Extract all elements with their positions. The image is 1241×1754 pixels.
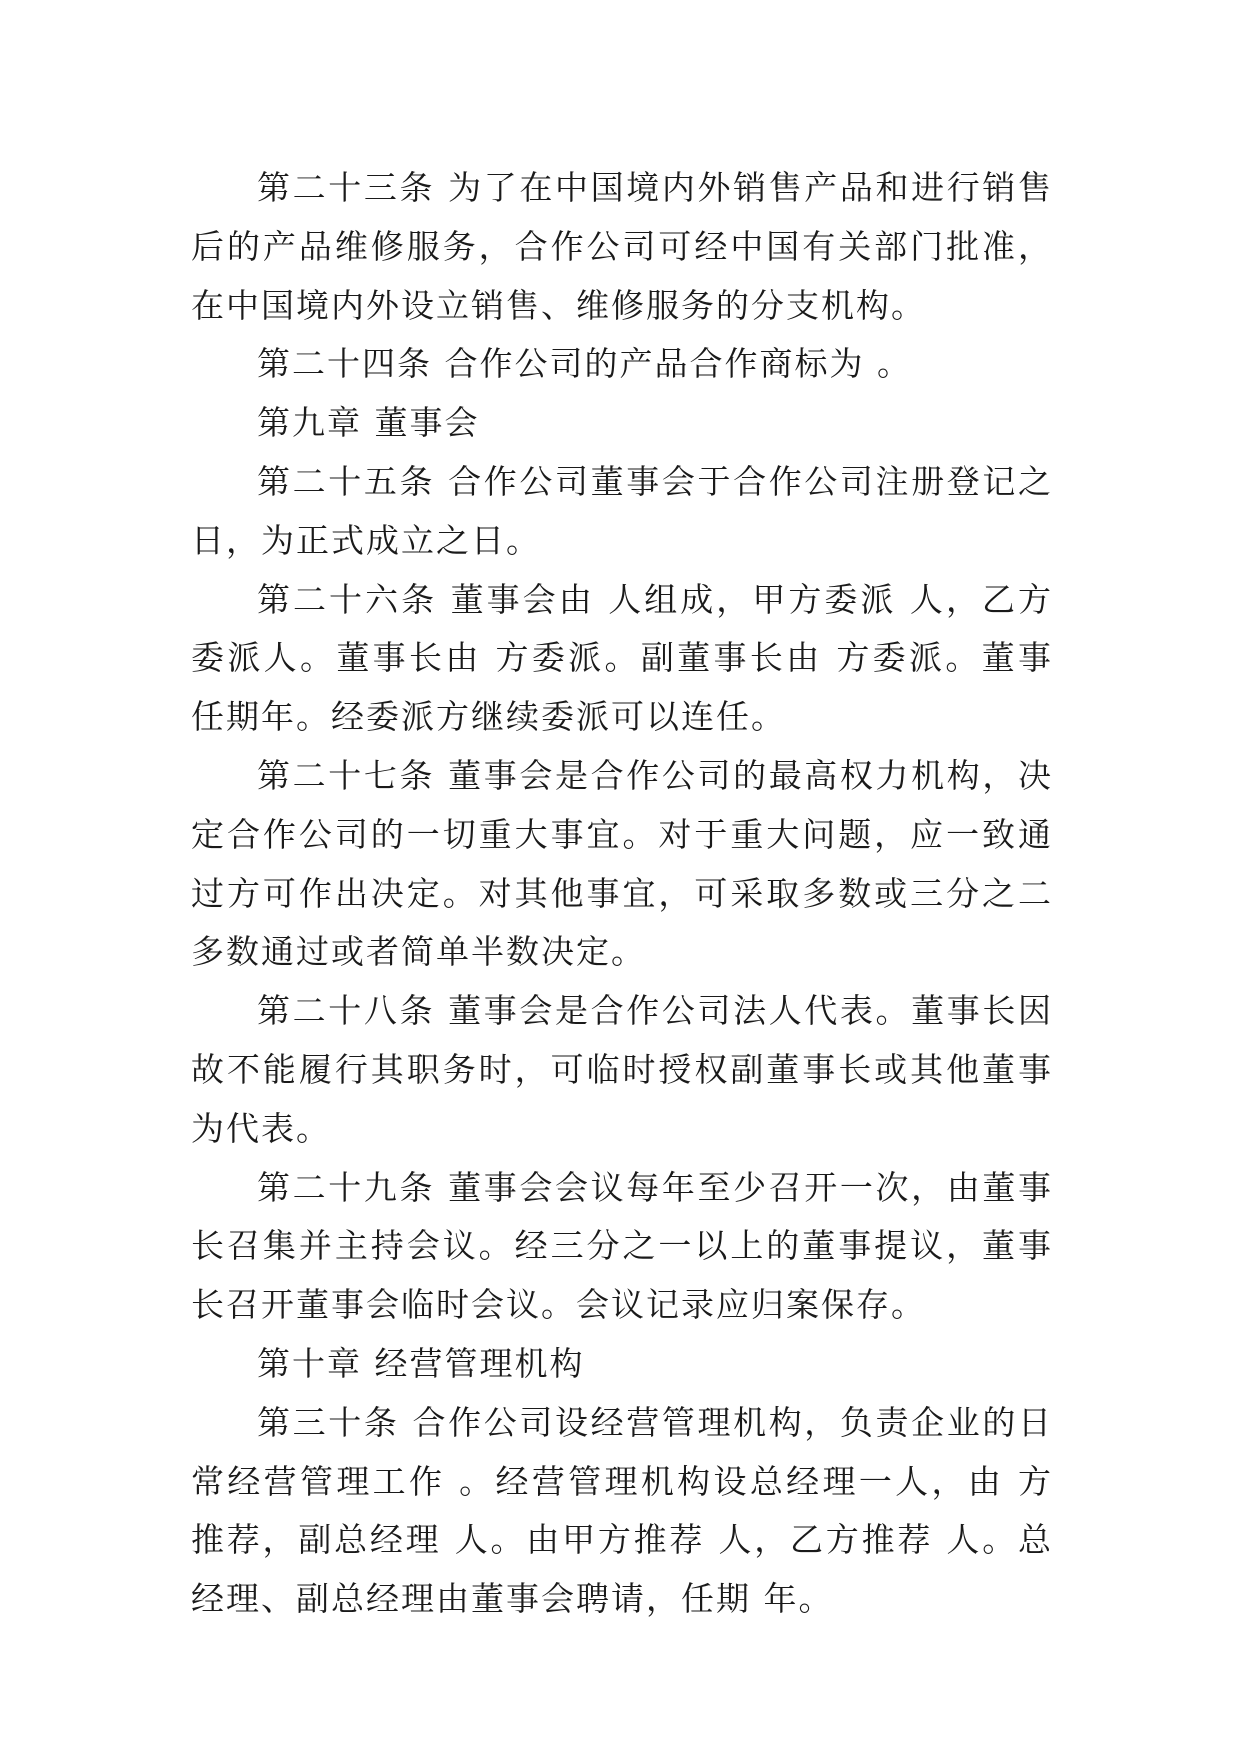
article-24: 第二十四条 合作公司的产品合作商标为 。	[257, 344, 912, 384]
article-26: 第二十六条 董事会由 人组成，甲方委派 人，乙方委派人。董事长由 方委派。副董事长由 方委派。董事任期年。经委派方继续委派可以连任。	[191, 579, 1053, 737]
article-25: 第二十五条 合作公司董事会于合作公司注册登记之日，为正式成立之日。	[191, 461, 1053, 560]
article-28: 第二十八条 董事会是合作公司法人代表。董事长因故不能履行其职务时，可临时授权副董事长或其他董事为代表。	[191, 991, 1053, 1148]
article-27: 第二十七条 董事会是合作公司的最高权力机构，决定合作公司的一切重大事宜。对于重大问题，应一致通过方可作出决定。对其他事宜，可采取多数或三分之二多数通过或者简单半数决定。	[191, 755, 1053, 972]
article-29: 第二十九条 董事会会议每年至少召开一次，由董事长召集并主持会议。经三分之一以上的董事提议，董事长召开董事会临时会议。会议记录应归案保存。	[191, 1167, 1053, 1325]
chapter-9-heading: 第九章 董事会	[257, 403, 480, 443]
article-30: 第三十条 合作公司设经营管理机构，负责企业的日常经营管理工作 。经营管理机构设总经理一人，由 方推荐，副总经理 人。由甲方推荐 人，乙方推荐 人。总经理、副总经理由董事会聘请，任期 年。	[191, 1402, 1053, 1619]
article-23: 第二十三条 为了在中国境内外销售产品和进行销售后的产品维修服务，合作公司可经中国有关部门批准，在中国境内外设立销售、维修服务的分支机构。	[191, 168, 1053, 325]
document-body	[191, 159, 1053, 1629]
chapter-10-heading: 第十章 经营管理机构	[257, 1343, 585, 1383]
